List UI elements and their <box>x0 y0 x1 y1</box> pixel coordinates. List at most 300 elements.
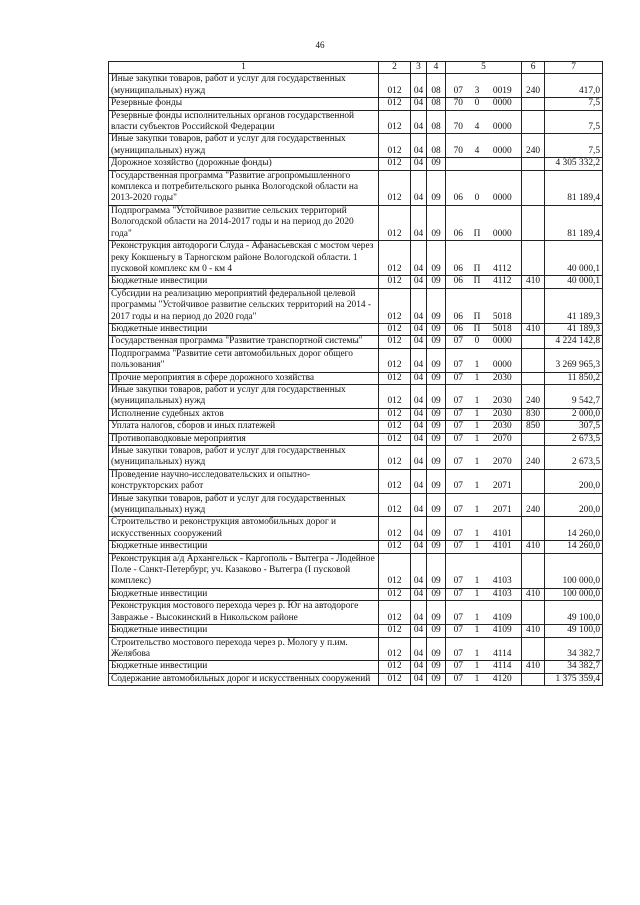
row-name: Реконструкция автодороги Слуда - Афанасьевская с мостом через реку Кокшеньгу в Тарногском районе Вологодской области. 1 пусковой комплекс км 0 - км 4 <box>109 241 379 276</box>
row-subsection: 09 <box>427 384 446 408</box>
row-expense-type: 830 <box>522 408 545 420</box>
row-code: 012 <box>379 74 411 98</box>
row-subprogram: 4 <box>471 134 484 158</box>
row-section: 04 <box>411 134 427 158</box>
table-row <box>109 241 603 276</box>
row-section: 04 <box>411 517 427 541</box>
row-direction: 4103 <box>484 588 522 600</box>
row-section: 04 <box>411 74 427 98</box>
row-program: 70 <box>446 134 471 158</box>
row-section: 04 <box>411 673 427 685</box>
row-program: 07 <box>446 372 471 384</box>
row-subprogram <box>471 158 484 170</box>
row-amount: 1 375 359,4 <box>545 673 603 685</box>
column-header-4: 4 <box>427 62 446 74</box>
row-subsection: 09 <box>427 336 446 348</box>
row-direction: 0000 <box>484 110 522 134</box>
row-code: 012 <box>379 588 411 600</box>
row-subprogram: П <box>471 276 484 288</box>
table-row <box>109 98 603 110</box>
row-section: 04 <box>411 553 427 588</box>
row-section: 04 <box>411 348 427 372</box>
row-name: Строительство и реконструкция автомобильных дорог и искусственных сооружений <box>109 517 379 541</box>
row-name: Иные закупки товаров, работ и услуг для государственных (муниципальных) нужд <box>109 493 379 517</box>
row-section: 04 <box>411 625 427 637</box>
row-expense-type <box>522 98 545 110</box>
row-code: 012 <box>379 661 411 673</box>
row-amount: 81 189,4 <box>545 170 603 205</box>
row-subprogram: П <box>471 205 484 240</box>
row-subsection: 09 <box>427 673 446 685</box>
row-amount: 4 224 142,8 <box>545 336 603 348</box>
row-code: 012 <box>379 348 411 372</box>
row-subprogram: 0 <box>471 336 484 348</box>
row-direction: 0000 <box>484 336 522 348</box>
row-program: 07 <box>446 588 471 600</box>
row-code: 012 <box>379 158 411 170</box>
row-expense-type <box>522 469 545 493</box>
table-row <box>109 625 603 637</box>
row-amount: 2 000,0 <box>545 408 603 420</box>
row-amount: 49 100,0 <box>545 625 603 637</box>
row-expense-type: 410 <box>522 541 545 553</box>
row-amount: 100 000,0 <box>545 553 603 588</box>
row-expense-type <box>522 517 545 541</box>
row-code: 012 <box>379 408 411 420</box>
row-program: 06 <box>446 323 471 335</box>
row-amount: 100 000,0 <box>545 588 603 600</box>
row-subprogram: 1 <box>471 661 484 673</box>
table-row <box>109 601 603 625</box>
row-section: 04 <box>411 493 427 517</box>
table-row <box>109 493 603 517</box>
table-row <box>109 637 603 661</box>
row-amount: 14 260,0 <box>545 541 603 553</box>
row-code: 012 <box>379 372 411 384</box>
row-section: 04 <box>411 336 427 348</box>
row-amount: 307,5 <box>545 421 603 433</box>
row-expense-type <box>522 110 545 134</box>
row-subprogram: 4 <box>471 110 484 134</box>
row-amount: 41 189,3 <box>545 323 603 335</box>
row-subsection: 09 <box>427 158 446 170</box>
row-direction: 2030 <box>484 421 522 433</box>
row-amount: 40 000,1 <box>545 276 603 288</box>
table-row <box>109 661 603 673</box>
row-name: Бюджетные инвестиции <box>109 661 379 673</box>
row-amount: 34 382,7 <box>545 637 603 661</box>
table-row <box>109 276 603 288</box>
row-name: Бюджетные инвестиции <box>109 276 379 288</box>
row-expense-type <box>522 372 545 384</box>
row-direction: 0000 <box>484 98 522 110</box>
row-amount: 34 382,7 <box>545 661 603 673</box>
column-header-7: 7 <box>545 62 603 74</box>
row-expense-type: 240 <box>522 384 545 408</box>
row-name: Бюджетные инвестиции <box>109 588 379 600</box>
row-section: 04 <box>411 241 427 276</box>
row-direction <box>484 158 522 170</box>
row-subsection: 09 <box>427 241 446 276</box>
row-subsection: 09 <box>427 625 446 637</box>
row-name: Уплата налогов, сборов и иных платежей <box>109 421 379 433</box>
row-name: Прочие мероприятия в сфере дорожного хозяйства <box>109 372 379 384</box>
row-amount: 41 189,3 <box>545 288 603 323</box>
table-row <box>109 336 603 348</box>
row-section: 04 <box>411 661 427 673</box>
row-expense-type <box>522 158 545 170</box>
row-subsection: 09 <box>427 493 446 517</box>
row-subsection: 08 <box>427 134 446 158</box>
table-row <box>109 469 603 493</box>
header-row <box>109 62 603 74</box>
row-amount: 4 305 332,2 <box>545 158 603 170</box>
row-subprogram: 1 <box>471 541 484 553</box>
table-row <box>109 110 603 134</box>
row-direction: 0019 <box>484 74 522 98</box>
row-subprogram: 1 <box>471 384 484 408</box>
row-subsection: 09 <box>427 323 446 335</box>
row-subprogram: 1 <box>471 673 484 685</box>
row-code: 012 <box>379 541 411 553</box>
row-direction: 4112 <box>484 276 522 288</box>
row-subsection: 09 <box>427 288 446 323</box>
row-amount: 40 000,1 <box>545 241 603 276</box>
row-amount: 417,0 <box>545 74 603 98</box>
row-section: 04 <box>411 276 427 288</box>
row-subprogram: 1 <box>471 433 484 445</box>
row-name: Строительство мостового перехода через р. Мологу у п.им. Желябова <box>109 637 379 661</box>
row-section: 04 <box>411 110 427 134</box>
row-program: 07 <box>446 469 471 493</box>
row-subsection: 09 <box>427 372 446 384</box>
row-expense-type <box>522 205 545 240</box>
row-name: Реконструкция мостового перехода через р. Юг на автодороге Завражье - Высокинский в Никольском районе <box>109 601 379 625</box>
row-expense-type <box>522 241 545 276</box>
row-direction: 2030 <box>484 384 522 408</box>
row-name: Резервные фонды исполнительных органов государственной власти субъектов Российской Федерации <box>109 110 379 134</box>
row-program <box>446 158 471 170</box>
row-name: Субсидии на реализацию мероприятий федеральной целевой программы "Устойчивое развитие сельских территорий на 2014 - 2017 годы и на период до 2020 года" <box>109 288 379 323</box>
row-subprogram: 1 <box>471 421 484 433</box>
row-subsection: 08 <box>427 110 446 134</box>
row-subsection: 09 <box>427 588 446 600</box>
page-number: 46 <box>315 40 325 50</box>
row-code: 012 <box>379 98 411 110</box>
row-subprogram: 1 <box>471 348 484 372</box>
row-subsection: 09 <box>427 348 446 372</box>
row-direction: 4109 <box>484 625 522 637</box>
table-row <box>109 433 603 445</box>
row-name: Резервные фонды <box>109 98 379 110</box>
row-program: 07 <box>446 673 471 685</box>
row-expense-type: 410 <box>522 661 545 673</box>
row-code: 012 <box>379 625 411 637</box>
row-direction: 4101 <box>484 541 522 553</box>
row-subsection: 09 <box>427 517 446 541</box>
row-subsection: 08 <box>427 74 446 98</box>
row-amount: 200,0 <box>545 469 603 493</box>
row-subprogram: 1 <box>471 553 484 588</box>
row-code: 012 <box>379 384 411 408</box>
table-row <box>109 372 603 384</box>
row-code: 012 <box>379 170 411 205</box>
row-expense-type: 850 <box>522 421 545 433</box>
row-program: 70 <box>446 98 471 110</box>
row-code: 012 <box>379 673 411 685</box>
row-program: 07 <box>446 348 471 372</box>
row-expense-type <box>522 348 545 372</box>
row-code: 012 <box>379 241 411 276</box>
table-body <box>109 74 603 686</box>
row-subsection: 09 <box>427 205 446 240</box>
row-name: Подпрограмма "Устойчивое развитие сельских территорий Вологодской области на 2014-2017 годы и на период до 2020 года" <box>109 205 379 240</box>
table-row <box>109 134 603 158</box>
row-program: 06 <box>446 241 471 276</box>
row-subsection: 09 <box>427 446 446 470</box>
table-row <box>109 408 603 420</box>
row-amount: 2 673,5 <box>545 446 603 470</box>
row-program: 07 <box>446 74 471 98</box>
row-section: 04 <box>411 288 427 323</box>
row-direction: 4112 <box>484 241 522 276</box>
table-row <box>109 421 603 433</box>
row-code: 012 <box>379 601 411 625</box>
row-program: 06 <box>446 170 471 205</box>
row-subprogram: П <box>471 323 484 335</box>
table-row <box>109 673 603 685</box>
row-subprogram: 1 <box>471 517 484 541</box>
row-expense-type: 240 <box>522 446 545 470</box>
row-expense-type: 240 <box>522 74 545 98</box>
row-code: 012 <box>379 336 411 348</box>
row-subsection: 09 <box>427 661 446 673</box>
row-subsection: 09 <box>427 541 446 553</box>
row-code: 012 <box>379 469 411 493</box>
row-subprogram: 1 <box>471 637 484 661</box>
row-expense-type <box>522 336 545 348</box>
row-subprogram: 1 <box>471 588 484 600</box>
row-name: Содержание автомобильных дорог и искусственных сооружений <box>109 673 379 685</box>
row-expense-type: 410 <box>522 625 545 637</box>
row-program: 07 <box>446 553 471 588</box>
row-direction: 4120 <box>484 673 522 685</box>
row-subprogram: 1 <box>471 446 484 470</box>
row-program: 06 <box>446 205 471 240</box>
table-row <box>109 288 603 323</box>
row-amount: 200,0 <box>545 493 603 517</box>
table-row <box>109 384 603 408</box>
row-program: 06 <box>446 276 471 288</box>
row-section: 04 <box>411 170 427 205</box>
row-code: 012 <box>379 517 411 541</box>
row-direction: 0000 <box>484 134 522 158</box>
row-direction: 0000 <box>484 170 522 205</box>
column-header-6: 6 <box>522 62 545 74</box>
row-direction: 2071 <box>484 493 522 517</box>
row-amount: 49 100,0 <box>545 601 603 625</box>
row-amount: 2 673,5 <box>545 433 603 445</box>
row-name: Противопаводковые мероприятия <box>109 433 379 445</box>
row-expense-type <box>522 170 545 205</box>
row-direction: 4101 <box>484 517 522 541</box>
row-subsection: 09 <box>427 421 446 433</box>
row-direction: 2070 <box>484 433 522 445</box>
table-row <box>109 541 603 553</box>
row-section: 04 <box>411 205 427 240</box>
row-subsection: 08 <box>427 98 446 110</box>
row-program: 07 <box>446 384 471 408</box>
row-subsection: 09 <box>427 637 446 661</box>
row-section: 04 <box>411 588 427 600</box>
row-section: 04 <box>411 408 427 420</box>
table-row <box>109 588 603 600</box>
row-subprogram: П <box>471 241 484 276</box>
row-section: 04 <box>411 469 427 493</box>
column-header-3: 3 <box>411 62 427 74</box>
row-name: Проведение научно-исследовательских и опытно-конструкторских работ <box>109 469 379 493</box>
row-section: 04 <box>411 421 427 433</box>
row-subprogram: 1 <box>471 601 484 625</box>
row-direction: 4109 <box>484 601 522 625</box>
row-direction: 4114 <box>484 637 522 661</box>
row-name: Бюджетные инвестиции <box>109 625 379 637</box>
row-subprogram: 1 <box>471 469 484 493</box>
table-row <box>109 553 603 588</box>
row-program: 07 <box>446 661 471 673</box>
row-section: 04 <box>411 384 427 408</box>
row-direction: 2071 <box>484 469 522 493</box>
row-amount: 3 269 965,3 <box>545 348 603 372</box>
row-direction: 4114 <box>484 661 522 673</box>
row-expense-type <box>522 673 545 685</box>
row-name: Иные закупки товаров, работ и услуг для государственных (муниципальных) нужд <box>109 74 379 98</box>
row-code: 012 <box>379 205 411 240</box>
row-program: 07 <box>446 517 471 541</box>
table-row <box>109 446 603 470</box>
row-subprogram: 3 <box>471 74 484 98</box>
table-row <box>109 170 603 205</box>
row-expense-type: 240 <box>522 493 545 517</box>
row-program: 07 <box>446 637 471 661</box>
row-section: 04 <box>411 323 427 335</box>
column-header-5: 5 <box>446 62 522 74</box>
row-direction: 4103 <box>484 553 522 588</box>
row-expense-type: 410 <box>522 588 545 600</box>
row-amount: 7,5 <box>545 110 603 134</box>
row-amount: 7,5 <box>545 98 603 110</box>
row-expense-type <box>522 553 545 588</box>
row-direction: 2070 <box>484 446 522 470</box>
row-subprogram: 0 <box>471 170 484 205</box>
table-row <box>109 348 603 372</box>
row-name: Подпрограмма "Развитие сети автомобильных дорог общего пользования" <box>109 348 379 372</box>
row-subsection: 09 <box>427 469 446 493</box>
row-section: 04 <box>411 637 427 661</box>
row-program: 06 <box>446 288 471 323</box>
row-section: 04 <box>411 433 427 445</box>
row-name: Иные закупки товаров, работ и услуг для государственных (муниципальных) нужд <box>109 134 379 158</box>
row-amount: 11 850,2 <box>545 372 603 384</box>
row-section: 04 <box>411 446 427 470</box>
row-amount: 81 189,4 <box>545 205 603 240</box>
row-name: Бюджетные инвестиции <box>109 541 379 553</box>
row-subsection: 09 <box>427 276 446 288</box>
row-code: 012 <box>379 637 411 661</box>
row-section: 04 <box>411 158 427 170</box>
row-code: 012 <box>379 134 411 158</box>
row-direction: 5018 <box>484 323 522 335</box>
row-code: 012 <box>379 446 411 470</box>
row-section: 04 <box>411 601 427 625</box>
row-name: Бюджетные инвестиции <box>109 323 379 335</box>
row-expense-type <box>522 433 545 445</box>
row-code: 012 <box>379 276 411 288</box>
table-row <box>109 205 603 240</box>
row-subsection: 09 <box>427 601 446 625</box>
row-expense-type <box>522 637 545 661</box>
row-code: 012 <box>379 110 411 134</box>
row-direction: 0000 <box>484 205 522 240</box>
row-subprogram: 1 <box>471 372 484 384</box>
row-amount: 9 542,7 <box>545 384 603 408</box>
row-section: 04 <box>411 98 427 110</box>
row-program: 07 <box>446 601 471 625</box>
row-code: 012 <box>379 553 411 588</box>
table-row <box>109 74 603 98</box>
row-name: Государственная программа "Развитие агропромышленного комплекса и потребительского рынка Вологодской области на 2013-2020 годы" <box>109 170 379 205</box>
row-subprogram: 0 <box>471 98 484 110</box>
row-code: 012 <box>379 288 411 323</box>
row-subprogram: П <box>471 288 484 323</box>
row-program: 07 <box>446 541 471 553</box>
row-subprogram: 1 <box>471 625 484 637</box>
row-subprogram: 1 <box>471 408 484 420</box>
row-name: Дорожное хозяйство (дорожные фонды) <box>109 158 379 170</box>
row-subsection: 09 <box>427 408 446 420</box>
row-subsection: 09 <box>427 170 446 205</box>
row-expense-type: 410 <box>522 323 545 335</box>
row-expense-type <box>522 601 545 625</box>
row-name: Иные закупки товаров, работ и услуг для государственных (муниципальных) нужд <box>109 384 379 408</box>
row-direction: 2030 <box>484 372 522 384</box>
row-program: 07 <box>446 433 471 445</box>
row-section: 04 <box>411 372 427 384</box>
table-row <box>109 517 603 541</box>
row-amount: 14 260,0 <box>545 517 603 541</box>
row-code: 012 <box>379 493 411 517</box>
row-expense-type <box>522 288 545 323</box>
row-expense-type: 410 <box>522 276 545 288</box>
row-name: Иные закупки товаров, работ и услуг для государственных (муниципальных) нужд <box>109 446 379 470</box>
row-subsection: 09 <box>427 433 446 445</box>
row-program: 07 <box>446 421 471 433</box>
table-row <box>109 323 603 335</box>
row-program: 70 <box>446 110 471 134</box>
row-name: Государственная программа "Развитие транспортной системы" <box>109 336 379 348</box>
row-subsection: 09 <box>427 553 446 588</box>
row-program: 07 <box>446 493 471 517</box>
row-program: 07 <box>446 336 471 348</box>
column-header-1: 1 <box>109 62 379 74</box>
table-row <box>109 158 603 170</box>
budget-table <box>108 61 603 686</box>
row-direction: 5018 <box>484 288 522 323</box>
row-name: Исполнение судебных актов <box>109 408 379 420</box>
row-name: Реконструкция а/д Архангельск - Каргополь - Вытегра - Лодейное Поле - Санкт-Петербург, уч. Казаково - Вытегра (I пусковой комплекс) <box>109 553 379 588</box>
row-direction: 2030 <box>484 408 522 420</box>
row-code: 012 <box>379 323 411 335</box>
